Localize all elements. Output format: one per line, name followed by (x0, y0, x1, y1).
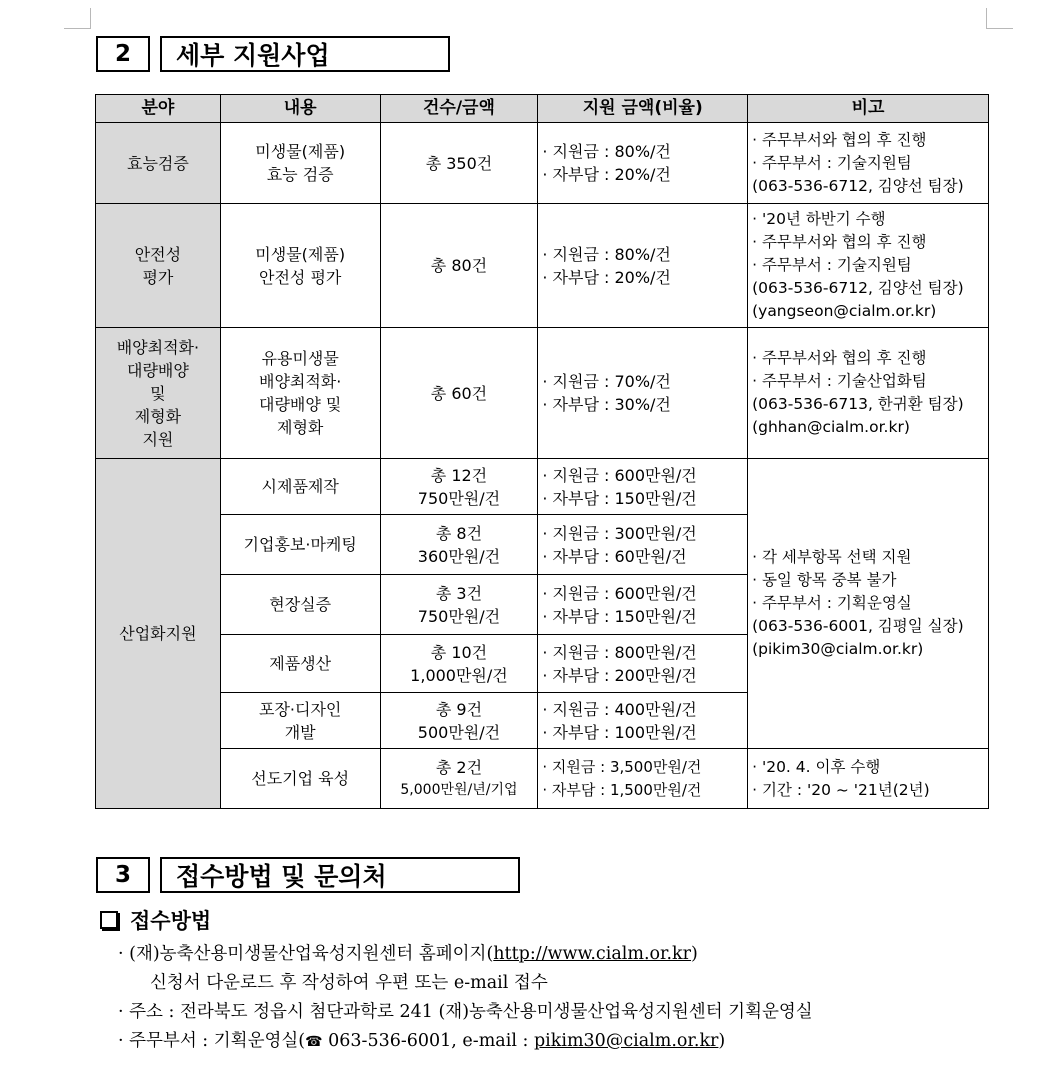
count-cell: 총 60건 (380, 328, 538, 459)
header-note: 비고 (748, 95, 989, 123)
content-cell: 기업홍보·마케팅 (220, 515, 380, 575)
table-header-row (96, 95, 989, 123)
receipt-line-address: · 주소 : 전라북도 정읍시 첨단과학로 241 (재)농축산용미생물산업육성지원센터 기획운영실 (118, 1002, 813, 1022)
contact-prefix: · 주무부서 : 기획운영실( (118, 1031, 306, 1051)
homepage-prefix: · (재)농축산용미생물산업육성지원센터 홈페이지( (118, 944, 494, 964)
content-cell: 미생물(제품) 효능 검증 (220, 123, 380, 204)
section-title: 접수방법 및 문의처 (160, 857, 520, 893)
note-cell: · 주무부서와 협의 후 진행 · 주무부서 : 기술산업화팀 (063-536-6713, 한귀환 팀장) (ghhan@cialm.or.kr) (748, 328, 989, 459)
table-row (96, 328, 989, 459)
support-program-table (95, 94, 989, 809)
count-cell: 총 3건 750만원/건 (380, 575, 538, 635)
section-number: 2 (96, 36, 150, 72)
support-cell: · 지원금 : 800만원/건 · 자부담 : 200만원/건 (538, 635, 748, 693)
homepage-link[interactable]: http://www.cialm.or.kr (493, 944, 692, 964)
section-3-header (96, 857, 520, 891)
contact-phone: 063-536-6001, e-mail : (322, 1031, 534, 1051)
contact-email-link[interactable]: pikim30@cialm.or.kr (533, 1031, 719, 1051)
note-cell: · '20년 하반기 수행 · 주무부서와 협의 후 진행 · 주무부서 : 기술지원팀 (063-536-6712, 김양선 팀장) (yangseon@cialm.or.kr) (748, 204, 989, 328)
receipt-line-download: 신청서 다운로드 후 작성하여 우편 또는 e-mail 접수 (150, 973, 548, 993)
field-cell: 배양최적화· 대량배양 및 제형화 지원 (96, 328, 221, 459)
header-content: 내용 (220, 95, 380, 123)
count-cell: 총 9건 500만원/건 (380, 693, 538, 749)
support-cell: · 지원금 : 3,500만원/건 · 자부담 : 1,500만원/건 (538, 749, 748, 809)
count-cell: 총 10건 1,000만원/건 (380, 635, 538, 693)
telephone-icon: ☎ (305, 1034, 323, 1050)
content-cell: 선도기업 육성 (220, 749, 380, 809)
page-corner-mark-left (64, 8, 91, 29)
table-row (96, 459, 989, 515)
note-cell-shared: · 각 세부항목 선택 지원 · 동일 항목 중복 불가 · 주무부서 : 기획운영실 (063-536-6001, 김평일 실장) (pikim30@cialm.or.kr) (748, 459, 989, 749)
section-2-header (96, 36, 450, 70)
page-corner-mark-right (986, 8, 1013, 29)
content-cell: 제품생산 (220, 635, 380, 693)
count-cell: 총 12건 750만원/건 (380, 459, 538, 515)
content-cell: 시제품제작 (220, 459, 380, 515)
contact-suffix: ) (718, 1031, 726, 1051)
section-title: 세부 지원사업 (160, 36, 450, 72)
count-cell: 총 8건 360만원/건 (380, 515, 538, 575)
count-cell: 총 350건 (380, 123, 538, 204)
support-cell: · 지원금 : 300만원/건 · 자부담 : 60만원/건 (538, 515, 748, 575)
support-cell: · 지원금 : 400만원/건 · 자부담 : 100만원/건 (538, 693, 748, 749)
field-cell-industrial: 산업화지원 (96, 459, 221, 809)
content-cell: 유용미생물 배양최적화· 대량배양 및 제형화 (220, 328, 380, 459)
table-row (96, 123, 989, 204)
count-cell: 총 80건 (380, 204, 538, 328)
homepage-suffix: ) (691, 944, 698, 964)
table-row (96, 204, 989, 328)
support-cell: · 지원금 : 70%/건 · 자부담 : 30%/건 (538, 328, 748, 459)
support-cell: · 지원금 : 80%/건 · 자부담 : 20%/건 (538, 123, 748, 204)
count-cell: 총 2건 5,000만원/년/기업 (380, 749, 538, 809)
support-cell: · 지원금 : 600만원/건 · 자부담 : 150만원/건 (538, 575, 748, 635)
receipt-line-contact (118, 1027, 1018, 1057)
header-support: 지원 금액(비율) (538, 95, 748, 123)
header-count: 건수/금액 (380, 95, 538, 123)
content-cell: 포장·디자인 개발 (220, 693, 380, 749)
receipt-line-homepage (118, 940, 1018, 969)
receipt-details (118, 940, 1018, 1057)
support-cell: · 지원금 : 80%/건 · 자부담 : 20%/건 (538, 204, 748, 328)
checkbox-square-icon (100, 911, 118, 929)
section-number: 3 (96, 857, 150, 893)
content-cell: 미생물(제품) 안전성 평가 (220, 204, 380, 328)
field-cell: 효능검증 (96, 123, 221, 204)
note-cell: · 주무부서와 협의 후 진행 · 주무부서 : 기술지원팀 (063-536-6712, 김양선 팀장) (748, 123, 989, 204)
field-cell: 안전성 평가 (96, 204, 221, 328)
table-row (96, 749, 989, 809)
receipt-heading-text: 접수방법 (130, 909, 212, 933)
header-field: 분야 (96, 95, 221, 123)
content-cell: 현장실증 (220, 575, 380, 635)
receipt-heading (100, 905, 211, 935)
support-cell: · 지원금 : 600만원/건 · 자부담 : 150만원/건 (538, 459, 748, 515)
note-cell: · '20. 4. 이후 수행 · 기간 : '20 ~ '21년(2년) (748, 749, 989, 809)
